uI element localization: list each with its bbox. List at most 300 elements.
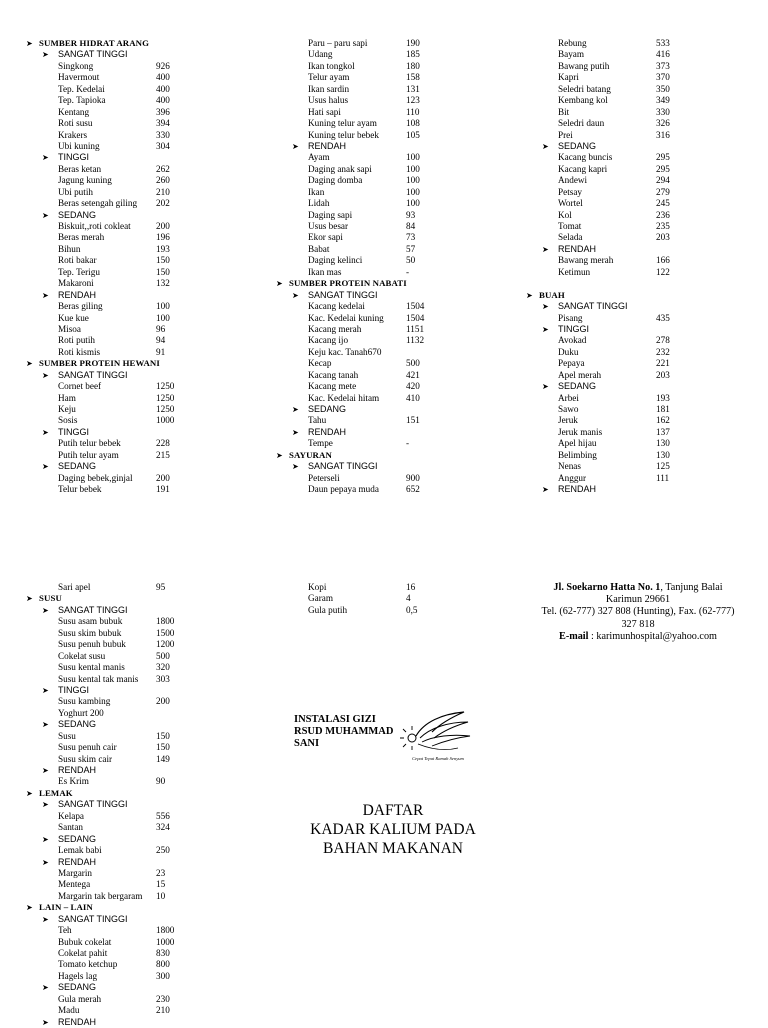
food-name: Kacang kapri [558,163,608,174]
potassium-value: 191 [156,484,170,495]
email-label: E-mail [559,630,589,642]
category-label: SAYURAN [289,449,332,460]
food-name: Hati sapi [308,106,341,117]
food-name: Jagung kuning [58,175,112,186]
food-name: Margarin [58,867,93,878]
potassium-value: 150 [156,742,170,753]
food-name: Kacang ijo [308,335,349,346]
potassium-value: 193 [156,243,170,254]
logo-slogan: Cepat Tepat Ramah Senyum [412,756,464,761]
potassium-value: 260 [156,175,170,186]
food-name: Tomato ketchup [58,959,118,970]
potassium-value: 23 [156,867,166,878]
food-name: Sawo [558,404,579,414]
institution-line-1: INSTALASI GIZI [294,714,376,725]
potassium-value: 149 [156,753,170,764]
food-name: Krakers [58,129,88,140]
potassium-value: 0,5 [406,604,418,615]
document-title [290,801,496,858]
potassium-value: 1800 [156,616,175,627]
food-name: Pisang [558,312,583,323]
food-name: Kacang kedelai [308,301,365,312]
potassium-value: 100 [406,175,420,186]
potassium-value: 410 [406,392,420,403]
potassium-value: 100 [406,198,420,209]
arrow-bullet-icon: ➤ [42,290,49,300]
potassium-value: 1250 [156,381,175,392]
potassium-value: 57 [406,243,416,254]
food-name: Madu [58,1005,80,1016]
food-name: Beras merah [58,232,105,243]
potassium-value: 95 [156,582,166,592]
food-name: Kecap [308,358,332,369]
food-name: Ham [58,392,76,403]
potassium-value: 200 [156,472,170,483]
food-name: Kac. Kedelai hitam [308,392,380,403]
food-name: Daging bebek,ginjal [58,472,133,483]
arrow-bullet-icon: ➤ [292,405,299,414]
food-name: Ikan tongkol [308,60,355,71]
potassium-value: 324 [156,822,170,833]
level-label: SEDANG [558,381,597,392]
potassium-value: 210 [156,1005,170,1016]
arrow-bullet-icon: ➤ [26,594,33,604]
potassium-value: 350 [656,83,670,94]
arrow-bullet-icon: ➤ [292,290,299,300]
potassium-value: 202 [156,198,170,209]
arrow-bullet-icon: ➤ [42,914,49,924]
food-name: Jeruk manis [558,426,603,437]
potassium-value: 96 [156,323,166,334]
potassium-value: 1200 [156,639,175,650]
potassium-value: 100 [156,312,170,323]
arrow-bullet-icon: ➤ [42,210,49,220]
level-label: SEDANG [58,209,97,220]
food-name: Roti kismis [58,346,101,357]
potassium-value: 150 [156,730,170,741]
potassium-value: 330 [656,106,670,117]
potassium-value: 193 [656,392,670,403]
food-name: Misoa [58,323,81,334]
arrow-bullet-icon: ➤ [42,462,49,472]
address-phone-cont: 327 818 [621,618,655,630]
arrow-bullet-icon: ➤ [542,302,549,312]
food-name: Belimbing [558,449,597,460]
potassium-value: 185 [406,49,420,60]
potassium-value: 278 [656,335,670,346]
potassium-value: 500 [156,650,170,661]
level-label: RENDAH [58,289,97,300]
food-name: Kuning telur ayam [308,118,377,129]
potassium-value: 416 [656,49,670,60]
category-label: SUMBER PROTEIN HEWANI [39,358,160,369]
arrow-bullet-icon: ➤ [26,39,33,48]
food-name: Kacang mete [308,381,357,392]
level-label: RENDAH [58,1016,97,1027]
potassium-value: 400 [156,72,170,83]
food-name: Daun pepaya muda [308,484,379,495]
level-label: SANGAT TINGGI [558,301,628,312]
food-name: Biskuit,,roti cokleat [58,221,131,231]
food-name: Daging domba [308,175,363,186]
arrow-bullet-icon: ➤ [42,427,49,437]
food-name: Apel merah [558,369,602,380]
food-name: Anggur [558,472,587,483]
food-name: Daging anak sapi [308,163,372,174]
level-label: SANGAT TINGGI [58,913,128,924]
level-label: SANGAT TINGGI [308,289,378,300]
food-name: Sari apel [58,582,91,592]
food-name: Ketimun [558,266,591,277]
food-name: Ikan mas [308,266,342,277]
food-name: Kacang tanah [308,369,359,380]
arrow-bullet-icon: ➤ [42,50,49,60]
arrow-bullet-icon: ➤ [42,153,49,163]
potassium-value: 236 [656,209,670,220]
arrow-bullet-icon: ➤ [276,279,283,289]
potassium-value: 1250 [156,392,175,403]
arrow-bullet-icon: ➤ [42,685,49,695]
food-name: Rebung [558,38,587,48]
potassium-value: 1151 [406,323,425,334]
potassium-value: 158 [406,72,420,83]
food-name: Ikan sardin [308,83,350,94]
food-name: Es Krim [58,776,89,787]
arrow-bullet-icon: ➤ [542,485,549,495]
food-name: Roti susu [58,118,93,129]
potassium-value: 162 [656,415,670,426]
potassium-value: 137 [656,426,670,437]
food-name: Bit [558,106,570,117]
address-phone: Tel. (62-777) 327 808 (Hunting), Fax. (62-777) [541,606,735,618]
food-name: Telur bebek [58,484,102,495]
potassium-value: 228 [156,438,170,449]
level-label: SANGAT TINGGI [58,799,128,810]
food-name: Kuning telur bebek [308,129,379,140]
food-name: Apel hijau [558,438,597,449]
potassium-value: 123 [406,95,420,106]
potassium-value: 91 [156,346,166,357]
food-name: Bawang merah [558,255,614,266]
food-name: Kelapa [58,810,85,821]
food-name: Susu skim cair [58,753,113,764]
potassium-value: 294 [656,175,670,186]
potassium-value: 295 [656,152,670,163]
food-name: Ekor sapi [308,232,343,243]
level-label: RENDAH [558,484,597,495]
potassium-value: 1504 [406,312,425,323]
food-name: Santan [58,822,84,833]
food-name: Susu penuh bubuk [58,639,126,650]
food-name: Susu kental tak manis [58,673,139,684]
title-line-3: BAHAN MAKANAN [323,840,463,857]
food-name: Keju kac. Tanah670 [308,346,382,357]
potassium-value: - [406,438,410,449]
potassium-value: 230 [156,993,170,1004]
address-street: Jl. Soekarno Hatta No. 1 [553,582,661,593]
potassium-value: 400 [156,95,170,106]
hospital-address [520,582,756,643]
arrow-bullet-icon: ➤ [542,324,549,334]
arrow-bullet-icon: ➤ [42,370,49,380]
potassium-value: 131 [406,83,420,94]
potassium-value: 151 [406,415,420,426]
food-name: Arbei [558,392,579,403]
potassium-value: 295 [656,163,670,174]
food-name: Paru – paru sapi [308,38,368,48]
potassium-value: 232 [656,346,670,357]
potassium-value: 396 [156,106,170,117]
food-name: Tep. Tapioka [58,95,106,106]
potassium-value: 200 [156,221,170,231]
food-name: Susu kental manis [58,662,125,673]
potassium-value: 1250 [156,404,175,414]
level-label: TINGGI [58,684,89,695]
level-label: SANGAT TINGGI [58,49,128,60]
food-name: Babat [308,243,330,254]
level-label: SEDANG [58,461,97,472]
arrow-bullet-icon: ➤ [42,605,49,615]
arrow-bullet-icon: ➤ [292,462,299,472]
food-name: Kembang kol [558,95,608,106]
potassium-value: 130 [656,449,670,460]
potassium-value: 330 [156,129,170,140]
potassium-value: 100 [406,163,420,174]
potassium-value: 420 [406,381,420,392]
potassium-value: 166 [656,255,670,266]
potassium-value: - [406,266,410,277]
food-name: Havermout [58,72,100,83]
food-name: Susu kambing [58,696,111,707]
potassium-value: 435 [656,312,670,323]
potassium-value: 652 [406,484,420,495]
arrow-bullet-icon: ➤ [42,800,49,810]
potassium-value: 111 [656,472,670,483]
potassium-value: 1500 [156,627,175,638]
level-label: SANGAT TINGGI [58,369,128,380]
level-label: TINGGI [58,426,89,437]
arrow-bullet-icon: ➤ [42,857,49,867]
level-label: TINGGI [558,323,589,334]
arrow-bullet-icon: ➤ [42,834,49,844]
institution-name [294,714,393,750]
category-label: SUMBER HIDRAT ARANG [39,38,150,48]
bird-logo-icon [398,708,478,764]
food-name: Avokad [558,335,587,346]
potassium-value: 73 [406,232,416,243]
potassium-value: 100 [156,301,170,312]
level-label: SEDANG [308,404,347,414]
arrow-bullet-icon: ➤ [542,382,549,392]
potassium-value: 84 [406,221,416,231]
food-name: Beras giling [58,301,103,312]
potassium-value: 203 [656,369,670,380]
food-name: Sosis [58,415,78,426]
food-name: Cokelat susu [58,650,106,661]
level-label: SANGAT TINGGI [308,461,378,472]
potassium-value: 90 [156,776,166,787]
potassium-value: 304 [156,140,170,151]
food-name: Kol [558,209,572,220]
category-label: LEMAK [39,787,73,798]
food-name: Kac. Kedelai kuning [308,312,384,323]
food-name: Ubi putih [58,186,93,197]
potassium-value: 1800 [156,925,175,936]
potassium-value: 10 [156,890,166,901]
potassium-value: 373 [656,60,670,71]
potassium-value: 130 [656,438,670,449]
level-label: TINGGI [58,152,89,163]
address-street-rest: , Tanjung Balai [660,582,723,593]
category-label: BUAH [539,289,565,300]
level-label: SEDANG [58,719,97,730]
arrow-bullet-icon: ➤ [42,983,49,993]
potassium-value: 100 [406,186,420,197]
food-name: Mentega [58,879,91,890]
arrow-bullet-icon: ➤ [292,141,299,151]
food-name: Bayam [558,49,585,60]
potassium-value: 1000 [156,415,175,426]
potassium-value: 108 [406,118,420,129]
food-name: Peterseli [308,472,340,483]
potassium-value: 830 [156,948,170,958]
food-name: Udang [308,49,333,60]
level-label: SANGAT TINGGI [58,604,128,615]
potassium-value: 190 [406,38,420,48]
email-value: : karimunhospital@yahoo.com [588,630,717,642]
food-name: Kacang buncis [558,152,613,163]
food-name: Usus halus [308,95,349,106]
potassium-value: 235 [656,221,670,231]
potassium-value: 200 [156,696,170,707]
arrow-bullet-icon: ➤ [292,427,299,437]
food-name: Petsay [558,186,582,197]
food-name: Prei [558,129,573,140]
address-city: Karimun 29661 [605,594,671,606]
food-name: Beras ketan [58,163,102,174]
food-name: Cornet beef [58,381,102,392]
food-name: Beras setengah giling [58,198,138,209]
food-name: Gula putih [308,604,348,615]
food-name: Putih telur bebek [58,438,121,449]
food-name: Susu asam bubuk [58,616,123,627]
food-name: Roti bakar [58,255,97,266]
food-name: Hagels lag [58,970,98,981]
food-name: Ikan [308,186,325,197]
food-name: Duku [558,346,579,357]
food-name: Teh [58,925,72,936]
food-name: Bawang putih [558,60,610,71]
potassium-value: 303 [156,673,170,684]
potassium-value: 421 [406,369,420,380]
potassium-value: 125 [656,461,670,472]
food-name: Bubuk cokelat [58,936,112,947]
title-line-1: DAFTAR [362,802,424,819]
potassium-value: 1000 [156,936,175,947]
potassium-value: 533 [656,38,670,48]
potassium-value: 215 [156,449,170,460]
potassium-value: 181 [656,404,670,414]
category-label: SUSU [39,593,62,604]
arrow-bullet-icon: ➤ [26,788,33,798]
level-label: RENDAH [58,765,97,775]
level-label: RENDAH [308,426,347,437]
potassium-value: 93 [406,209,416,220]
level-label: SEDANG [558,140,597,151]
food-name: Garam [308,593,333,604]
arrow-bullet-icon: ➤ [42,766,49,775]
food-name: Usus besar [308,221,349,231]
food-name: Kopi [308,582,327,592]
food-name: Putih telur ayam [58,449,119,460]
food-name: Pepaya [558,358,585,369]
food-name: Tempe [308,438,333,449]
potassium-value: 100 [406,152,420,163]
potassium-value: 349 [656,95,670,106]
potassium-value: 221 [656,358,670,369]
category-label: SUMBER PROTEIN NABATI [289,278,407,289]
arrow-bullet-icon: ➤ [542,141,549,151]
level-label: SEDANG [58,982,97,993]
level-label: RENDAH [558,243,597,254]
potassium-value: 326 [656,118,670,129]
food-name: Andewi [558,175,588,186]
potassium-value: 150 [156,266,170,277]
food-name: Tahu [308,415,327,426]
potassium-value: 300 [156,970,170,981]
food-name: Ubi kuning [58,140,100,151]
potassium-value: 210 [156,186,170,197]
potassium-value: 196 [156,232,170,243]
food-name: Margarin tak bergaram [58,890,143,901]
potassium-value: 105 [406,129,420,140]
food-name: Tep. Terigu [58,266,100,277]
potassium-value: 94 [156,335,166,346]
potassium-value: 180 [406,60,420,71]
food-name: Daging sapi [308,209,353,220]
potassium-value: 320 [156,662,170,673]
food-name: Keju [58,404,76,414]
food-name: Susu [58,730,76,741]
potassium-value: 110 [406,106,420,117]
food-name: Jeruk [558,415,578,426]
potassium-value: 15 [156,879,166,890]
potassium-value: 262 [156,163,170,174]
potassium-value: 500 [406,358,420,369]
food-name: Susu skim bubuk [58,627,122,638]
institution-line-2: RSUD MUHAMMAD [294,726,394,737]
potassium-value: 4 [406,593,411,604]
food-name: Makaroni [58,278,94,289]
food-name: Telur ayam [308,72,350,83]
potassium-value: 1132 [406,335,425,346]
food-name: Kapri [558,72,579,83]
food-name: Cokelat pahit [58,948,108,958]
potassium-value: 132 [156,278,170,289]
food-name: Gula merah [58,993,102,1004]
potassium-value: 556 [156,810,170,821]
potassium-value: 50 [406,255,416,266]
level-label: RENDAH [58,856,97,867]
arrow-bullet-icon: ➤ [42,720,49,730]
food-name: Bihun [58,243,81,254]
potassium-value: 250 [156,845,170,856]
potassium-value: 370 [656,72,670,83]
arrow-bullet-icon: ➤ [26,903,33,913]
level-label: RENDAH [308,140,347,151]
potassium-value: 203 [656,232,670,243]
title-line-2: KADAR KALIUM PADA [310,821,476,838]
